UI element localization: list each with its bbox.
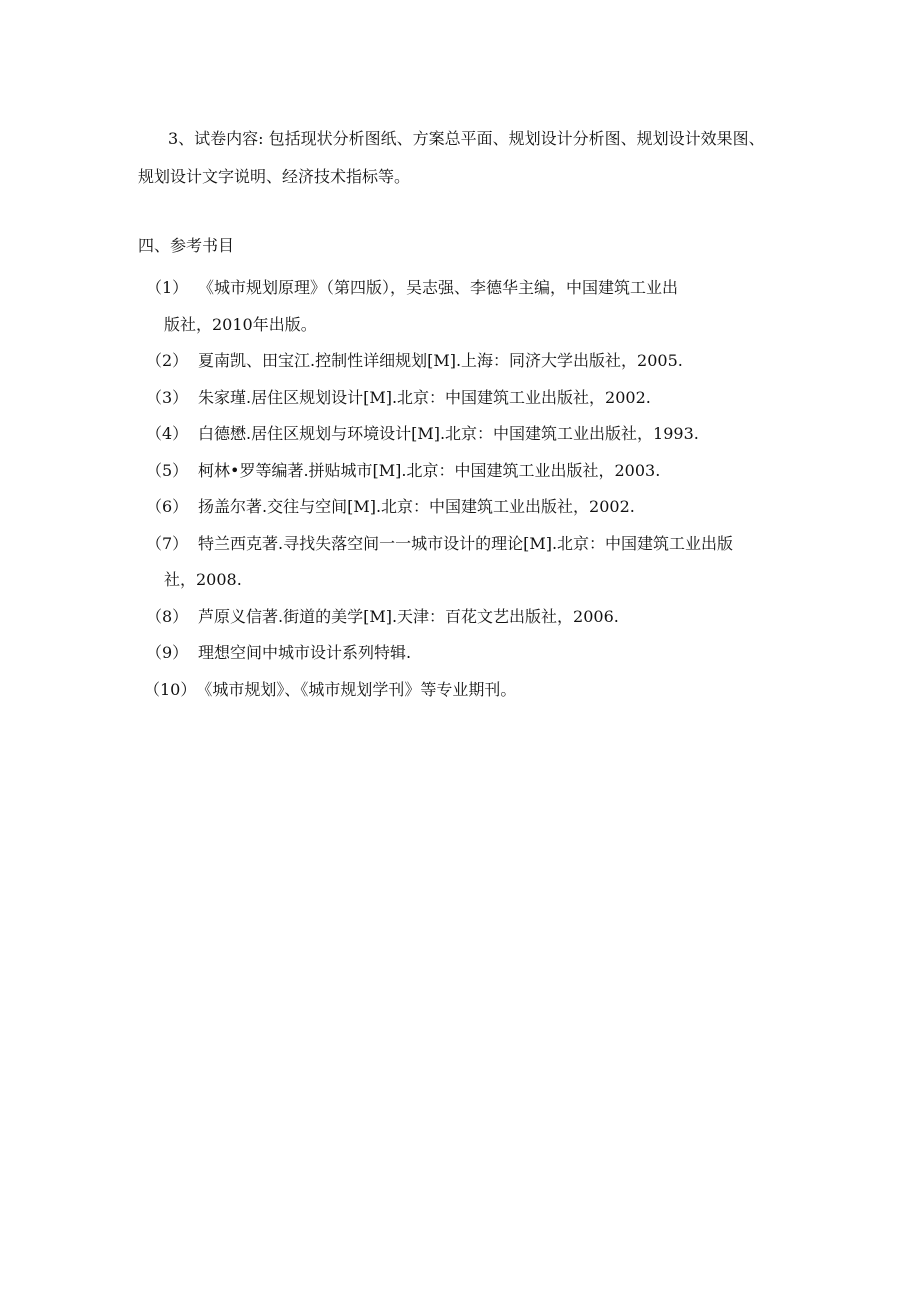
reference-list — [138, 270, 838, 708]
reference-number: （9） — [146, 643, 189, 662]
reference-item-6 — [138, 489, 838, 526]
reference-text: 理想空间中城市设计系列特辑. — [198, 643, 412, 662]
reference-continuation: 社，2008. — [164, 570, 242, 589]
reference-number: （5） — [146, 460, 189, 480]
reference-number: （3） — [146, 387, 189, 407]
reference-item-9 — [138, 635, 838, 672]
exam-content-paragraph — [138, 120, 818, 196]
reference-text: 《城市规划原理》（第四版），吴志强、李德华主编，中国建筑工业出 — [198, 278, 679, 297]
reference-item-4 — [138, 416, 838, 453]
reference-item-2 — [138, 343, 838, 380]
reference-text: 柯林•罗等编著.拼贴城市[M].北京：中国建筑工业出版社，2003. — [198, 460, 661, 480]
reference-number: （8） — [146, 606, 189, 626]
reference-text: 夏南凯、田宝江.控制性详细规划[M].上海：同济大学出版社，2005. — [198, 351, 683, 370]
reference-item-8 — [138, 599, 838, 636]
reference-continuation: 版社，2010年出版。 — [164, 314, 317, 334]
reference-item-10 — [138, 672, 838, 709]
reference-item-5 — [138, 453, 838, 490]
reference-number: （2） — [146, 351, 189, 370]
reference-text: 扬盖尔著.交往与空间[M].北京：中国建筑工业出版社，2002. — [198, 497, 635, 516]
exam-content-line-2: 规划设计文字说明、经济技术指标等。 — [138, 167, 411, 186]
reference-item-1 — [138, 270, 838, 343]
reference-item-7 — [138, 526, 838, 599]
reference-text: 朱家瑾.居住区规划设计[M].北京：中国建筑工业出版社，2002. — [198, 387, 651, 407]
reference-text: 芦原义信著.街道的美学[M].天津：百花文艺出版社，2006. — [198, 606, 619, 626]
reference-text: 白德懋.居住区规划与环境设计[M].北京：中国建筑工业出版社，1993. — [198, 424, 699, 443]
reference-number: （10） — [144, 679, 197, 699]
references-heading: 四、参考书目 — [138, 236, 235, 255]
reference-number: （1） — [146, 278, 189, 297]
exam-content-line-1: 3、试卷内容: 包括现状分析图纸、方案总平面、规划设计分析图、规划设计效果图、 — [168, 129, 765, 148]
reference-text: 特兰西克著.寻找失落空间一一城市设计的理论[M].北京：中国建筑工业出版 — [198, 533, 734, 553]
reference-number: （6） — [146, 497, 189, 516]
reference-text: 《城市规划》、《城市规划学刊》等专业期刊。 — [196, 679, 517, 699]
reference-number: （4） — [146, 424, 189, 443]
reference-item-3 — [138, 380, 838, 417]
reference-number: （7） — [146, 533, 189, 553]
